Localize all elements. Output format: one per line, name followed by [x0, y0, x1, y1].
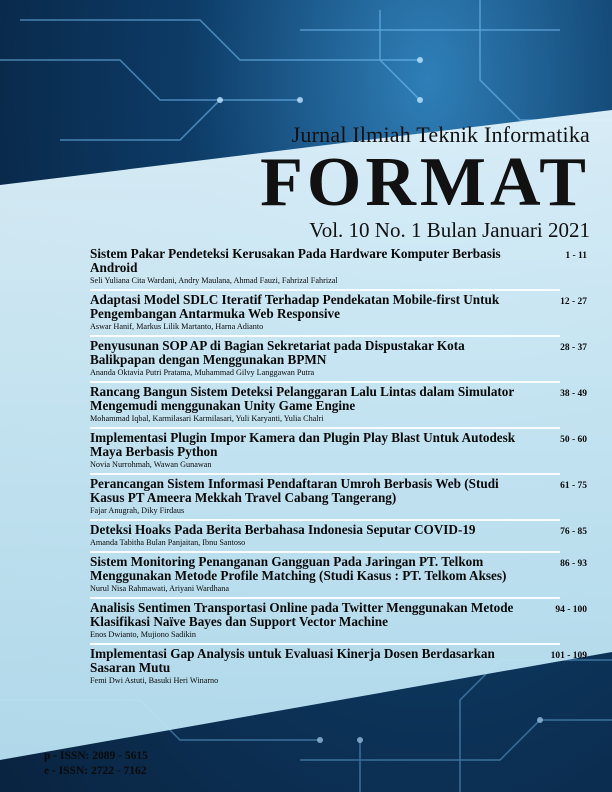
toc-entry[interactable]	[90, 339, 595, 378]
article-authors: Aswar Hanif, Markus Lilik Martanto, Harna Adianto	[90, 322, 264, 331]
divider	[90, 473, 560, 475]
article-authors: Nurul Nisa Rahmawati, Ariyani Wardhana	[90, 584, 230, 593]
article-authors: Novia Nurrohmah, Wawan Gunawan	[90, 460, 212, 469]
toc-entry[interactable]	[90, 647, 595, 686]
article-title: Rancang Bangun Sistem Deteksi Pelanggaran Lalu Lintas dalam Simulator Mengemudi menggunakan Unity Game Engine	[90, 384, 515, 413]
divider	[90, 289, 560, 291]
article-pages: 101 - 109	[550, 651, 587, 661]
journal-title: FORMAT	[260, 144, 590, 221]
toc-entry[interactable]	[90, 555, 595, 594]
article-authors: Fajar Anugrah, Diky Firdaus	[90, 506, 185, 515]
electronic-issn: e - ISSN: 2722 - 7162	[44, 765, 147, 777]
article-authors: Ananda Oktavia Putri Pratama, Muhammad Gilvy Langgawan Putra	[90, 368, 315, 377]
article-title: Perancangan Sistem Informasi Pendaftaran Umroh Berbasis Web (Studi Kasus PT Ameera Mekkah Travel Cabang Tangerang)	[90, 476, 499, 505]
divider	[90, 643, 560, 645]
toc-entry[interactable]	[90, 293, 595, 332]
toc-entry[interactable]	[90, 431, 595, 470]
toc-entry[interactable]	[90, 477, 595, 516]
article-pages: 1 - 11	[565, 251, 587, 261]
article-authors: Enos Dwianto, Mujiono Sadikin	[90, 630, 196, 639]
article-title: Implementasi Gap Analysis untuk Evaluasi Kinerja Dosen Berdasarkan Sasaran Mutu	[90, 646, 495, 675]
article-title: Sistem Monitoring Penanganan Gangguan Pada Jaringan PT. Telkom Menggunakan Metode Profile Matching (Studi Kasus : PT. Telkom Akses)	[90, 554, 507, 583]
divider	[90, 551, 560, 553]
article-authors: Amanda Tabitha Bulan Panjaitan, Ibnu Santoso	[90, 538, 246, 547]
article-title: Adaptasi Model SDLC Iteratif Terhadap Pendekatan Mobile-first Untuk Pengembangan Antarmuka Web Responsive	[90, 292, 500, 321]
article-pages: 12 - 27	[560, 297, 587, 307]
article-title: Deteksi Hoaks Pada Berita Berbahasa Indonesia Seputar COVID-19	[90, 522, 476, 537]
table-of-contents	[90, 247, 595, 686]
journal-name: Jurnal Ilmiah Teknik Informatika	[291, 122, 590, 147]
article-pages: 61 - 75	[560, 481, 587, 491]
article-authors: Seli Yuliana Cita Wardani, Andry Maulana, Ahmad Fauzi, Fahrizal Fahrizal	[90, 276, 338, 285]
article-pages: 38 - 49	[560, 389, 587, 399]
article-pages: 76 - 85	[560, 527, 587, 537]
article-title: Sistem Pakar Pendeteksi Kerusakan Pada Hardware Komputer Berbasis Android	[90, 246, 501, 275]
divider	[90, 597, 560, 599]
toc-entry[interactable]	[90, 523, 595, 548]
article-authors: Mohammad Iqbal, Karmilasari Karmilasari, Yuli Karyanti, Yulia Chalri	[90, 414, 324, 423]
toc-entry[interactable]	[90, 601, 595, 640]
article-title: Analisis Sentimen Transportasi Online pada Twitter Menggunakan Metode Klasifikasi Naïve Bayes dan Support Vector Machine	[90, 600, 514, 629]
toc-entry[interactable]	[90, 247, 595, 286]
article-pages: 94 - 100	[555, 605, 587, 615]
article-pages: 50 - 60	[560, 435, 587, 445]
issn-block	[44, 749, 148, 779]
article-pages: 86 - 93	[560, 559, 587, 569]
article-title: Penyusunan SOP AP di Bagian Sekretariat pada Dispustakar Kota Balikpapan dengan Menggunakan BPMN	[90, 338, 465, 367]
divider	[90, 335, 560, 337]
divider	[90, 381, 560, 383]
masthead	[170, 122, 590, 242]
article-authors: Femi Dwi Astuti, Basuki Heri Winarno	[90, 676, 219, 685]
divider	[90, 427, 560, 429]
toc-entry[interactable]	[90, 385, 595, 424]
print-issn: p - ISSN: 2089 - 5615	[44, 750, 148, 762]
issue-info: Vol. 10 No. 1 Bulan Januari 2021	[309, 218, 590, 242]
article-title: Implementasi Plugin Impor Kamera dan Plugin Play Blast Untuk Autodesk Maya Berbasis Python	[90, 430, 516, 459]
divider	[90, 519, 560, 521]
article-pages: 28 - 37	[560, 343, 587, 353]
